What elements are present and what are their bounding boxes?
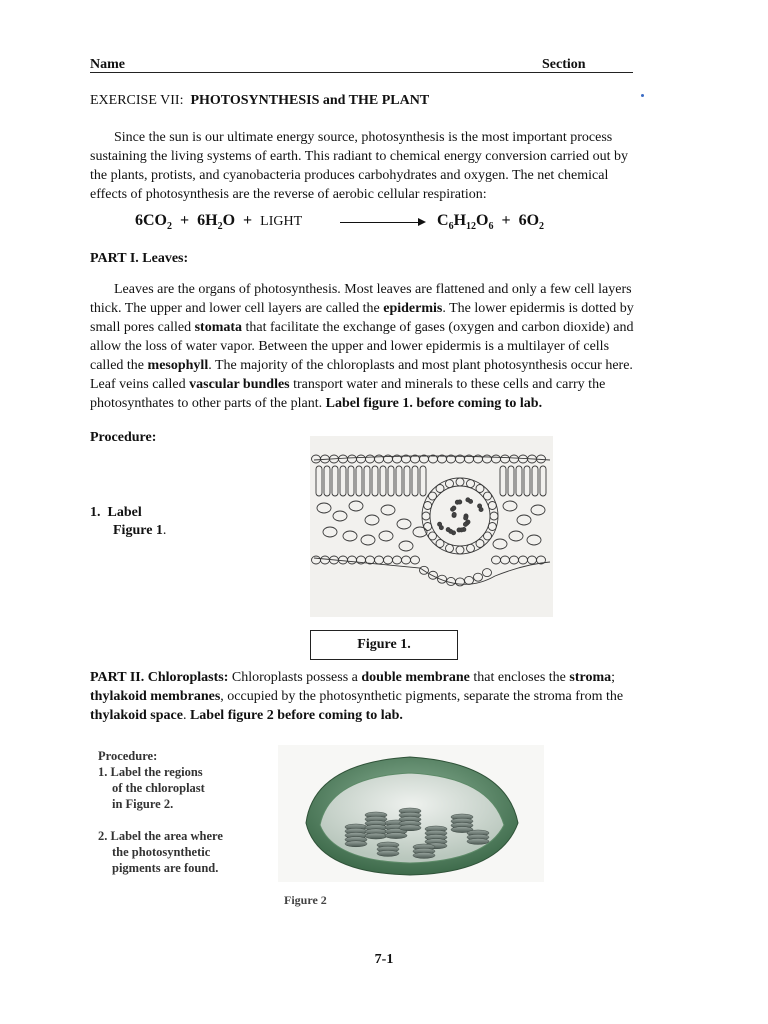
item-text: Figure 1 [113,523,163,538]
photosynthesis-equation-products [437,212,544,232]
blue-dot-mark [641,94,644,97]
term-mesophyll: mesophyll [147,358,209,373]
procedure1-item [90,504,166,540]
eq-sub: 6 [488,221,494,233]
intro-line: effects of photosynthesis are the reverse of aerobic cellular respiration: [90,187,487,202]
part1-line: Leaves are the organs of photosynthesis. Most leaves are flattened and only a few cell layers [114,282,632,297]
exercise-title-text: PHOTOSYNTHESIS and THE PLANT [190,93,430,108]
reaction-arrow [340,222,424,223]
procedure2-title: Procedure: [98,749,158,763]
part1-line: photosynthates to other parts of the plant. Label figure 1. before coming to lab. [90,396,543,411]
exercise-prefix: EXERCISE VII: [90,93,184,108]
figure1-caption: Figure 1. [357,637,411,652]
name-label: Name [90,57,125,72]
eq-co2: 6CO [135,212,167,229]
intro-paragraph [90,128,680,204]
eq-h2o-tail: O [222,212,236,229]
part2-line: thylakoid membranes, occupied by the photosynthetic pigments, separate the stroma from the [90,689,624,704]
label-instruction: Label figure 1. before coming to lab. [325,396,543,411]
label-instruction: Label figure 2 before coming to lab. [189,708,403,723]
eq-glucose-h: H [453,212,467,229]
eq-plus: + [501,212,511,229]
eq-sub: 6 [448,221,454,233]
procedure2-item: the photosynthetic [112,845,211,859]
term-stomata: stomata [194,320,243,335]
part2-line: PART II. Chloroplasts: Chloroplasts possess a double membrane that encloses the stroma; [90,670,616,685]
term-thylakoid-space: thylakoid space [90,708,183,723]
part1-line: Leaf veins called vascular bundles transport water and minerals to these cells and carry the [90,377,606,392]
part1-line: thick. The upper and lower cell layers are called the epidermis. The lower epidermis is dotted by [90,301,634,316]
procedure2-block [98,748,223,876]
term-thylakoid-membranes: thylakoid membranes [90,689,221,704]
eq-sub: 12 [466,221,477,233]
eq-plus: + [180,212,190,229]
procedure2-item: 2. Label the area where [98,829,223,843]
procedure2-item: of the chloroplast [112,781,205,795]
eq-sub: 2 [167,221,172,233]
eq-o2: 6O [518,212,540,229]
procedure2-item: 1. Label the regions [98,765,203,779]
procedure1-title: Procedure: [90,430,157,445]
eq-light: LIGHT [260,214,303,229]
chloroplast-drawing [278,745,544,882]
term-epidermis: epidermis [383,301,443,316]
photosynthesis-equation-reactants [135,212,302,232]
name-section-rule[interactable] [90,72,633,73]
leaf-cross-section-drawing [310,436,553,617]
eq-plus: + [243,212,253,229]
part1-line: allow the loss of water vapor. Between the upper and lower epidermis is a multilayer of cells [90,339,610,354]
part2-line: thylakoid space. Label figure 2 before coming to lab. [90,708,403,723]
term-vascular-bundles: vascular bundles [189,377,290,392]
term-double-membrane: double membrane [361,670,470,685]
part1-line: small pores called stomata that facilitate the exchange of gases (oxygen and carbon dioxide) and [90,320,634,335]
intro-line: sustaining the living systems of earth. This radiant to chemical energy conversion carried out by [90,149,628,164]
part2-title: PART II. Chloroplasts: [90,670,229,685]
intro-line: Since the sun is our ultimate energy source, photosynthesis is the most important process [114,130,613,145]
part1-title: PART I. Leaves: [90,251,189,266]
item-number: 1. [90,505,101,520]
figure2-chloroplast [278,745,544,882]
eq-sub: 2 [217,221,223,233]
item-text: Label [107,505,142,520]
figure1-caption-box [310,630,458,660]
term-stroma: stroma [569,670,612,685]
part2-paragraph [90,668,680,725]
item-period: . [162,523,167,538]
figure2-caption: Figure 2 [284,893,327,907]
intro-line: the plants, protists, and cyanobacteria produces carbohydrates and oxygen. The net chemical [90,168,609,183]
eq-glucose-o: O [476,212,489,229]
part1-paragraph [90,280,680,413]
figure1-leaf-cross-section [310,436,553,617]
page-number: 7-1 [374,952,394,967]
procedure2-item: in Figure 2. [112,797,174,811]
eq-glucose-c: C [437,212,449,229]
eq-h2o: 6H [197,212,218,229]
part1-line: called the mesophyll. The majority of the chloroplasts and most plant photosynthesis occur here. [90,358,633,373]
procedure2-item: pigments are found. [112,861,219,875]
section-label: Section [542,57,586,72]
exercise-title [90,93,429,109]
eq-sub: 2 [539,221,545,233]
